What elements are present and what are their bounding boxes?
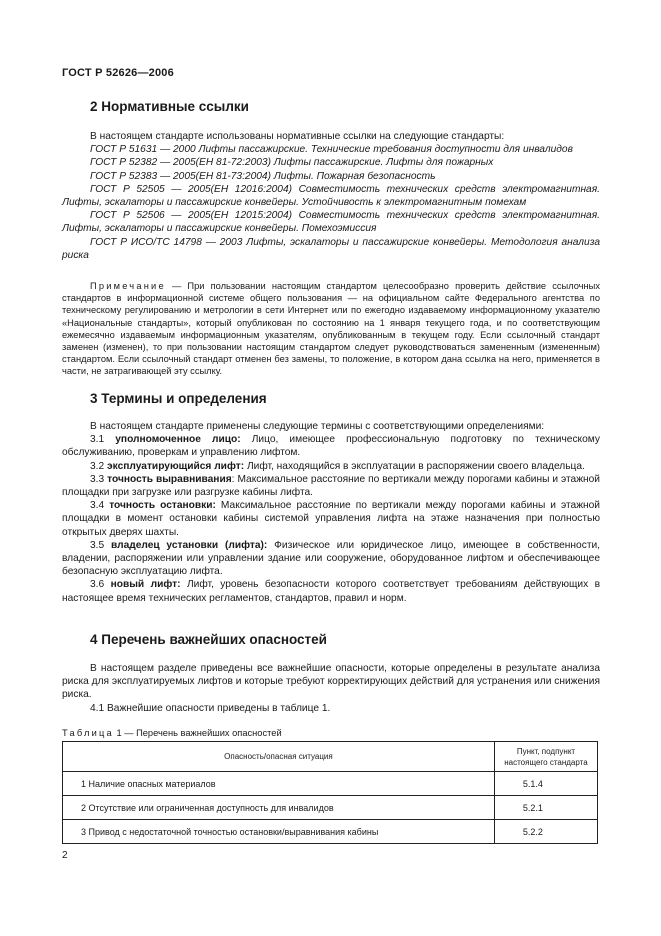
- reference-item: ГОСТ Р 52505 — 2005(ЕН 12016:2004) Совместимость технических средств электромагнитная. Лифты, эскалаторы и пассажирские конвейеры. Устойчивость к электромагнитным помехам: [62, 183, 600, 209]
- term-definition: [62, 460, 600, 473]
- term-definition: [62, 473, 600, 499]
- section-2-title: 2 Нормативные ссылки: [90, 99, 249, 114]
- term-number: 3.2: [90, 460, 107, 472]
- section-3-body: [62, 420, 600, 605]
- term-text: Физическое или юридическое лицо, имеющее в собственности, владении, распоряжении или управлении здание или сооружение, оборудованное лифтом и обеспечивающее безопасную эксплуатацию лифта.: [62, 539, 601, 578]
- table-cell: 3 Привод с недостаточной точностью остановки/выравнивания кабины: [63, 820, 495, 844]
- term-text: Максимальное расстояние по вертикали между порогами кабины и этажной площадки в момент остановки кабины системой управления лифта на этаже назначения при полностью открытых дверях шахты.: [62, 500, 600, 538]
- table-header-cell: Опасность/опасная ситуация: [63, 742, 495, 772]
- term-definition: [62, 499, 600, 539]
- section-2-intro: В настоящем стандарте использованы нормативные ссылки на следующие стандарты:: [90, 131, 505, 142]
- note-text: — При пользовании настоящим стандартом целесообразно проверить действие ссылочных стандартов в информационной системе общего пользования — на официальном сайте Федерального агентства по техническому регулированию и метрологии в сети Интернет или по ежегодно издаваемому информационному указателю «Национальные стандарты», который опубликован по состоянию на 1 января текущего года, и по соответствующим ежемесячно издаваемым информационным указателям, опубликованным в текущем году. Если ссылочный стандарт заменен (изменен), то при пользовании настоящим стандартом следует руководствоваться замененным (измененным) стандартом. Если ссылочный стандарт отменен без замены, то положение, в котором дана ссылка на него, применяется в части, не затрагивающей эту ссылку.: [62, 281, 600, 377]
- term-text: Лифт, уровень безопасности которого соответствует требованиям действующих в настоящее время технических регламентов, стандартов, правил и норм.: [62, 579, 601, 604]
- table-header-cell: Пункт, подпункт настоящего стандарта: [494, 742, 597, 772]
- term-name: точность остановки:: [109, 500, 216, 512]
- term-definition: [62, 578, 600, 604]
- term-number: 3.6: [90, 579, 111, 591]
- term-definition: [62, 539, 600, 579]
- section-4-paragraph: 4.1 Важнейшие опасности приведены в таблице 1.: [90, 702, 331, 714]
- table-cell: 5.2.1: [494, 796, 597, 820]
- term-name: точность выравнивания: [107, 473, 232, 485]
- reference-item: ГОСТ Р ИСО/ТС 14798 — 2003 Лифты, эскалаторы и пассажирские конвейеры. Методология анализа риска: [62, 236, 600, 261]
- hazards-table: [62, 741, 598, 844]
- section-4-paragraph: В настоящем разделе приведены все важнейшие опасности, которые определены в результате анализа риска для эксплуатируемых лифтов и которые требуют корректирующих действий для устранения или снижения риска.: [62, 663, 600, 701]
- term-number: 3.4: [90, 500, 110, 512]
- term-number: 3.5: [90, 539, 111, 551]
- reference-item: ГОСТ Р 52383 — 2005(ЕН 81-73:2004) Лифты. Пожарная безопасность: [90, 170, 436, 182]
- term-name: владелец установки (лифта):: [110, 539, 268, 551]
- document-header: ГОСТ Р 52626—2006: [62, 67, 174, 79]
- table-caption-label: Таблица: [62, 728, 114, 738]
- term-name: новый лифт:: [110, 579, 181, 591]
- table-caption-text: 1 — Перечень важнейших опасностей: [113, 728, 282, 738]
- section-2-note: [62, 280, 600, 378]
- section-4-body: [62, 662, 600, 715]
- section-4-title: 4 Перечень важнейших опасностей: [90, 632, 327, 647]
- table-row: [63, 796, 598, 820]
- term-text: : Максимальное расстояние по вертикали между порогами кабины и этажной площадки при загрузке или разгрузке кабины лифта.: [62, 473, 601, 499]
- table-row: [63, 772, 598, 796]
- table-header-row: [63, 742, 598, 772]
- reference-item: ГОСТ Р 52382 — 2005(ЕН 81-72:2003) Лифты пассажирские. Лифты для пожарных: [90, 157, 494, 169]
- section-2-body: [62, 130, 600, 262]
- page-number: 2: [62, 850, 68, 861]
- section-3-title: 3 Термины и определения: [90, 391, 267, 406]
- table-cell: 2 Отсутствие или ограниченная доступность для инвалидов: [63, 796, 495, 820]
- table-cell: 1 Наличие опасных материалов: [63, 772, 495, 796]
- term-number: 3.1: [90, 434, 116, 446]
- note-label: Примечание: [90, 281, 166, 291]
- reference-item: ГОСТ Р 52506 — 2005(ЕН 12015:2004) Совместимость технических средств электромагнитная. Лифты, эскалаторы и пассажирские конвейеры. Помехоэмиссия: [62, 210, 600, 235]
- table-caption: [62, 728, 282, 738]
- section-3-intro: В настоящем стандарте применены следующие термины с соответствующими определениями:: [90, 421, 545, 432]
- term-number: 3.3: [90, 473, 108, 485]
- term-text: Лицо, имеющее профессиональную подготовку по техническому обслуживанию, проверкам и управлению лифтом.: [62, 434, 600, 459]
- term-text: Лифт, находящийся в эксплуатации в распоряжении своего владельца.: [244, 460, 585, 472]
- reference-item: ГОСТ Р 51631 — 2000 Лифты пассажирские. Технические требования доступности для инвалидов: [90, 144, 573, 156]
- table-cell: 5.2.2: [494, 820, 597, 844]
- term-name: уполномоченное лицо:: [115, 434, 241, 446]
- term-definition: [62, 433, 600, 459]
- term-name: эксплуатирующийся лифт:: [107, 460, 245, 472]
- table-row: [63, 820, 598, 844]
- table-cell: 5.1.4: [494, 772, 597, 796]
